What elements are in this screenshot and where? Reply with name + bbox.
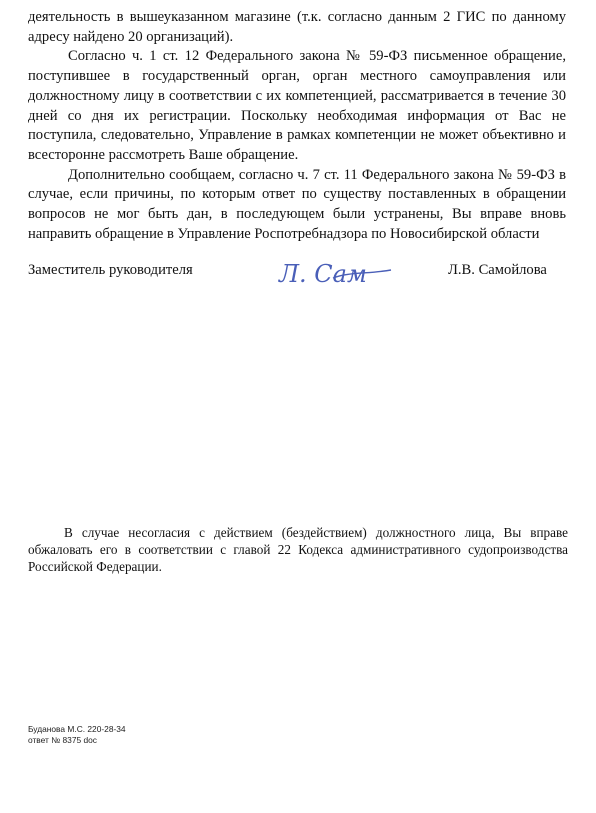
position-title: Заместитель руководителя <box>28 262 193 278</box>
signature-block <box>28 260 566 300</box>
file-reference: ответ № 8375 doc <box>28 735 97 745</box>
paragraph-law-12: Согласно ч. 1 ст. 12 Федерального закона № 59-ФЗ письменное обращение, поступившее в государственный орган, орган местного самоуправления или должностному лицу в соответствии с их компетенцией, рассматривается в течение 30 дней со дня их регистрации. Поскольку необходимая информация от Вас не поступила, следовательно, Управление в рамках компетенции не может объективно и всесторонне рассмотреть Ваше обращение. <box>28 48 566 163</box>
executor-contact: Буданова М.С. 220-28-34 <box>28 724 126 734</box>
signature-glyphs: Л. Сам <box>279 260 367 288</box>
letter-body <box>28 8 566 244</box>
handwritten-signature <box>273 252 393 292</box>
paragraph-law-11: Дополнительно сообщаем, согласно ч. 7 ст. 11 Федерального закона № 59-ФЗ в случае, если причины, по которым ответ по существу поставленных в обращении вопросов не мог быть дан, в последующем были устранены, Вы вправе вновь направить обращение в Управление Роспотребнадзора по Новосибирской области <box>28 166 566 242</box>
appeal-notice: В случае несогласия с действием (бездействием) должностного лица, Вы вправе обжаловать его в соответствии с главой 22 Кодекса административного судопроизводства Российской Федерации. <box>28 525 568 575</box>
signer-name: Л.В. Самойлова <box>448 262 547 278</box>
paragraph-continuation: деятельность в вышеуказанном магазине (т.к. согласно данным 2 ГИС по данному адресу найдено 20 организаций). <box>28 9 566 45</box>
executor-footer <box>28 724 126 746</box>
